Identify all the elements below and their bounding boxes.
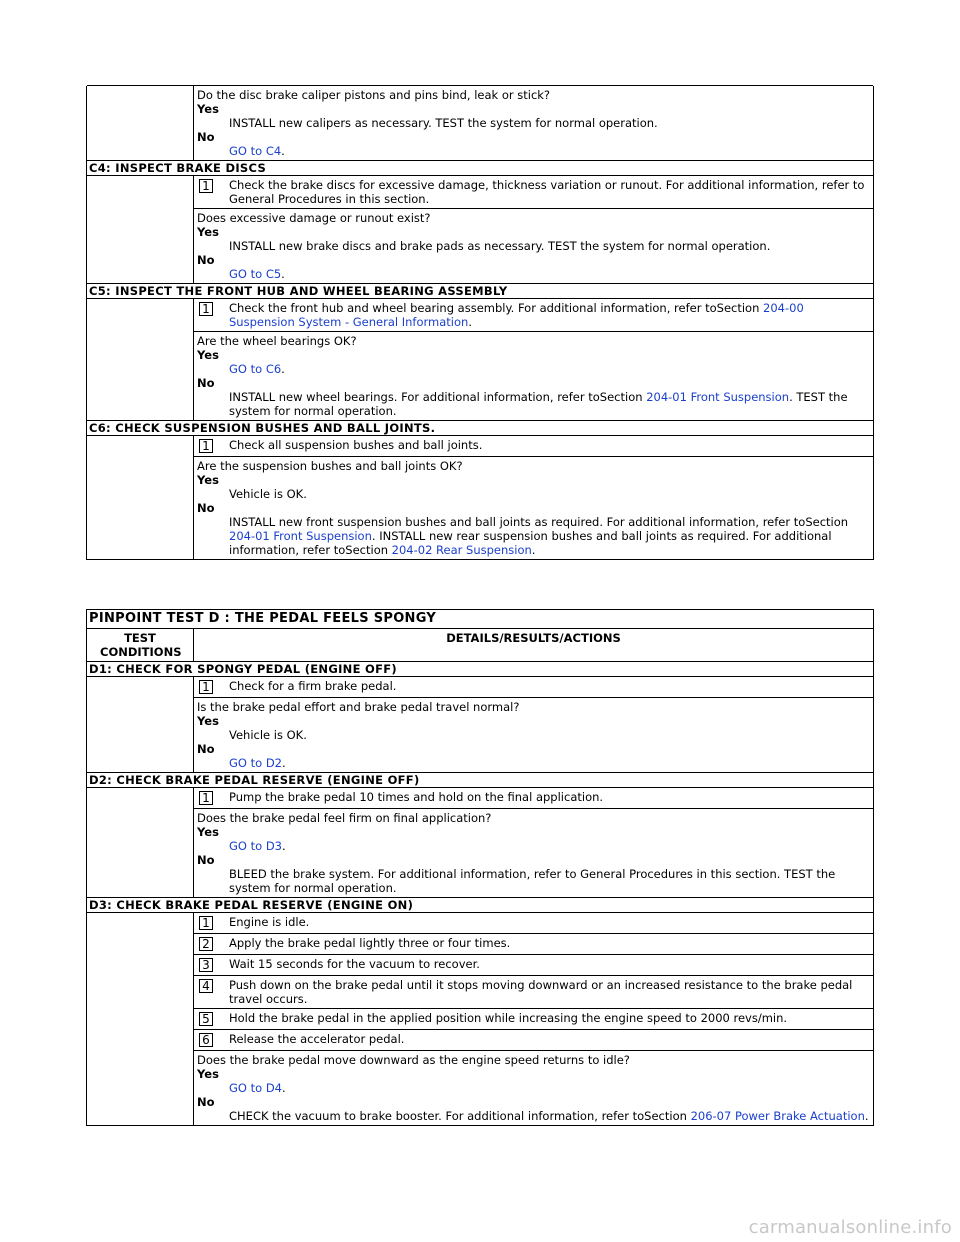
c6-step-1 [194,436,873,457]
c4-step-1 [194,176,873,209]
d3-no-pre: CHECK the vacuum to brake booster. For additional information, refer toSection [229,1109,691,1123]
d1-question-block [194,698,873,772]
suspension-general-info-link[interactable]: 204-00 Suspension System - General Information [229,300,804,329]
c5-yes-action [197,362,871,376]
c4-row [87,176,873,284]
test-conditions-cell [87,299,194,420]
col-details: DETAILS/RESULTS/ACTIONS [446,631,621,645]
c3-no-suffix: . [281,143,285,158]
test-d-table [86,609,874,1126]
test-d-title: PINPOINT TEST D : THE PEDAL FEELS SPONGY [87,610,873,629]
step-number: 2 [199,937,213,951]
front-suspension-link[interactable]: 204-01 Front Suspension [229,528,372,543]
details-cell [194,677,873,772]
power-brake-actuation-link[interactable]: 206-07 Power Brake Actuation [690,1109,865,1123]
d2-question: Does the brake pedal feel firm on final application? [197,811,492,825]
test-conditions-cell [87,677,194,772]
d3-question-block [194,1051,873,1125]
details-cell [194,86,873,160]
c3-no-label: No [197,129,215,144]
details-cell [194,176,873,283]
step-number: 1 [199,179,213,193]
c3-result-row [87,85,873,161]
step-number: 1 [199,439,213,453]
step-number: 1 [199,302,213,316]
d3-yes-action [197,1081,871,1095]
d3-step-3 [194,955,873,976]
d2-no-text: BLEED the brake system. For additional information, refer to General Procedures in this section. TEST the system for normal operation. [229,867,836,895]
step-text [229,299,873,331]
d3-no-action [197,1109,871,1123]
c3-yes-label: Yes [197,101,219,116]
step-number: 1 [199,916,213,930]
step-text-pre: Check the front hub and wheel bearing assembly. For additional information, refer toSection [229,300,764,315]
d2-yes-action [197,839,871,853]
step-text: Pump the brake pedal 10 times and hold on the final application. [229,790,604,804]
step-number: 5 [199,1012,213,1026]
c6-no-label: No [197,500,215,515]
step-text: Push down on the brake pedal until it stops moving downward or an increased resistance to the brake pedal travel occurs. [229,978,853,1006]
step-text: Hold the brake pedal in the applied position while increasing the engine speed to 2000 revs/min. [229,1011,788,1025]
c5-no-post: . TEST the system for normal operation. [229,389,848,418]
d1-yes-text: Vehicle is OK. [229,728,307,742]
d3-yes-label: Yes [197,1067,219,1081]
d2-yes-label: Yes [197,825,219,839]
details-cell [194,788,873,897]
c6-yes-text: Vehicle is OK. [229,486,307,501]
go-to-c5-link[interactable]: GO to C5 [229,266,282,281]
c6-question-block [194,457,873,559]
c5-yes-label: Yes [197,347,219,362]
rear-suspension-link[interactable]: 204-02 Rear Suspension [391,542,532,557]
test-conditions-cell [87,436,194,559]
step-number: 1 [199,791,213,805]
test-conditions-cell [87,788,194,897]
d3-no-suffix: . [864,1109,869,1123]
step-number: 6 [199,1033,213,1047]
d3-heading: D3: CHECK BRAKE PEDAL RESERVE (ENGINE ON) [87,898,873,913]
c5-no-pre: INSTALL new wheel bearings. For additional information, refer toSection [229,389,647,404]
d3-step-4 [194,976,873,1009]
test-conditions-cell [87,86,194,160]
d3-step-2 [194,934,873,955]
col-test-conditions-label: TEST CONDITIONS [100,631,182,659]
d3-yes-suffix: . [282,1081,286,1095]
c4-no-label: No [197,252,215,267]
c3-no-action [197,144,871,158]
d3-step-1 [194,913,873,934]
c5-no-action [197,390,871,418]
d2-heading: D2: CHECK BRAKE PEDAL RESERVE (ENGINE OFF) [87,773,873,788]
details-cell [194,299,873,420]
step-number: 1 [199,680,213,694]
d1-no-label: No [197,742,215,756]
step-number: 3 [199,958,213,972]
d2-yes-suffix: . [282,839,286,853]
c6-yes-label: Yes [197,472,219,487]
d1-no-action [197,756,871,770]
c6-no-mid: . INSTALL new rear suspension bushes and ball joints as required. For additional information, refer toSection [229,528,832,557]
d2-row [87,788,873,898]
d3-step-6 [194,1030,873,1051]
c5-no-label: No [197,375,215,390]
c6-question: Are the suspension bushes and ball joints OK? [197,458,463,473]
watermark: carmanualsonline.info [748,1217,952,1238]
c6-no-pre: INSTALL new front suspension bushes and ball joints as required. For additional information, refer toSection [229,514,849,529]
c4-question-block [194,209,873,283]
step-text: Check the brake discs for excessive damage, thickness variation or runout. For additional information, refer to General Procedures in this section. [229,177,865,206]
column-headers [87,629,873,662]
c5-row [87,299,873,421]
d1-step-1 [194,677,873,698]
c3-yes-text: INSTALL new calipers as necessary. TEST the system for normal operation. [229,115,658,130]
c4-no-action [197,267,871,281]
go-to-c4-link[interactable]: GO to C4 [229,143,282,158]
c4-heading: C4: INSPECT BRAKE DISCS [87,161,873,176]
c6-row [87,436,873,559]
d3-step-5 [194,1009,873,1030]
step-text: Release the accelerator pedal. [229,1032,405,1046]
step-text: Check for a firm brake pedal. [229,679,397,693]
c6-no-action [197,515,871,557]
test-c-table [86,86,874,560]
c5-step-1 [194,299,873,332]
c4-yes-text: INSTALL new brake discs and brake pads as necessary. TEST the system for normal operation. [229,238,771,253]
step-number: 4 [199,979,213,993]
d3-question: Does the brake pedal move downward as the engine speed returns to idle? [197,1053,630,1067]
d1-heading: D1: CHECK FOR SPONGY PEDAL (ENGINE OFF) [87,662,873,677]
details-cell [194,436,873,559]
details-cell [194,913,873,1125]
step-text: Engine is idle. [229,915,310,929]
test-conditions-cell [87,913,194,1125]
go-to-d3-link[interactable]: GO to D3 [229,839,282,853]
d1-yes-label: Yes [197,714,219,728]
test-conditions-cell [87,176,194,283]
d1-question: Is the brake pedal effort and brake pedal travel normal? [197,700,520,714]
front-suspension-link[interactable]: 204-01 Front Suspension [646,389,790,404]
d1-row [87,677,873,773]
c3-question: Do the disc brake caliper pistons and pins bind, leak or stick? [197,87,551,102]
c4-no-suffix: . [281,266,285,281]
col-test-conditions [87,629,194,661]
c5-question: Are the wheel bearings OK? [197,333,357,348]
c5-yes-suffix: . [281,361,285,376]
step-text: Wait 15 seconds for the vacuum to recover. [229,957,480,971]
d1-no-suffix: . [282,756,286,770]
d3-no-label: No [197,1095,215,1109]
go-to-c6-link[interactable]: GO to C6 [229,361,282,376]
d3-row [87,913,873,1125]
go-to-d2-link[interactable]: GO to D2 [229,756,282,770]
go-to-d4-link[interactable]: GO to D4 [229,1081,282,1095]
step-text-suffix: . [468,314,472,329]
step-text: Apply the brake pedal lightly three or four times. [229,936,511,950]
c5-question-block [194,332,873,420]
c3-question-block [194,86,873,160]
c4-yes-label: Yes [197,224,219,239]
c5-heading: C5: INSPECT THE FRONT HUB AND WHEEL BEARING ASSEMBLY [87,284,873,299]
d2-no-label: No [197,853,215,867]
c4-question: Does excessive damage or runout exist? [197,210,431,225]
step-text: Check all suspension bushes and ball joints. [229,437,483,452]
d2-question-block [194,809,873,897]
c6-no-suffix: . [531,542,536,557]
c6-heading: C6: CHECK SUSPENSION BUSHES AND BALL JOINTS. [87,421,873,436]
d2-step-1 [194,788,873,809]
